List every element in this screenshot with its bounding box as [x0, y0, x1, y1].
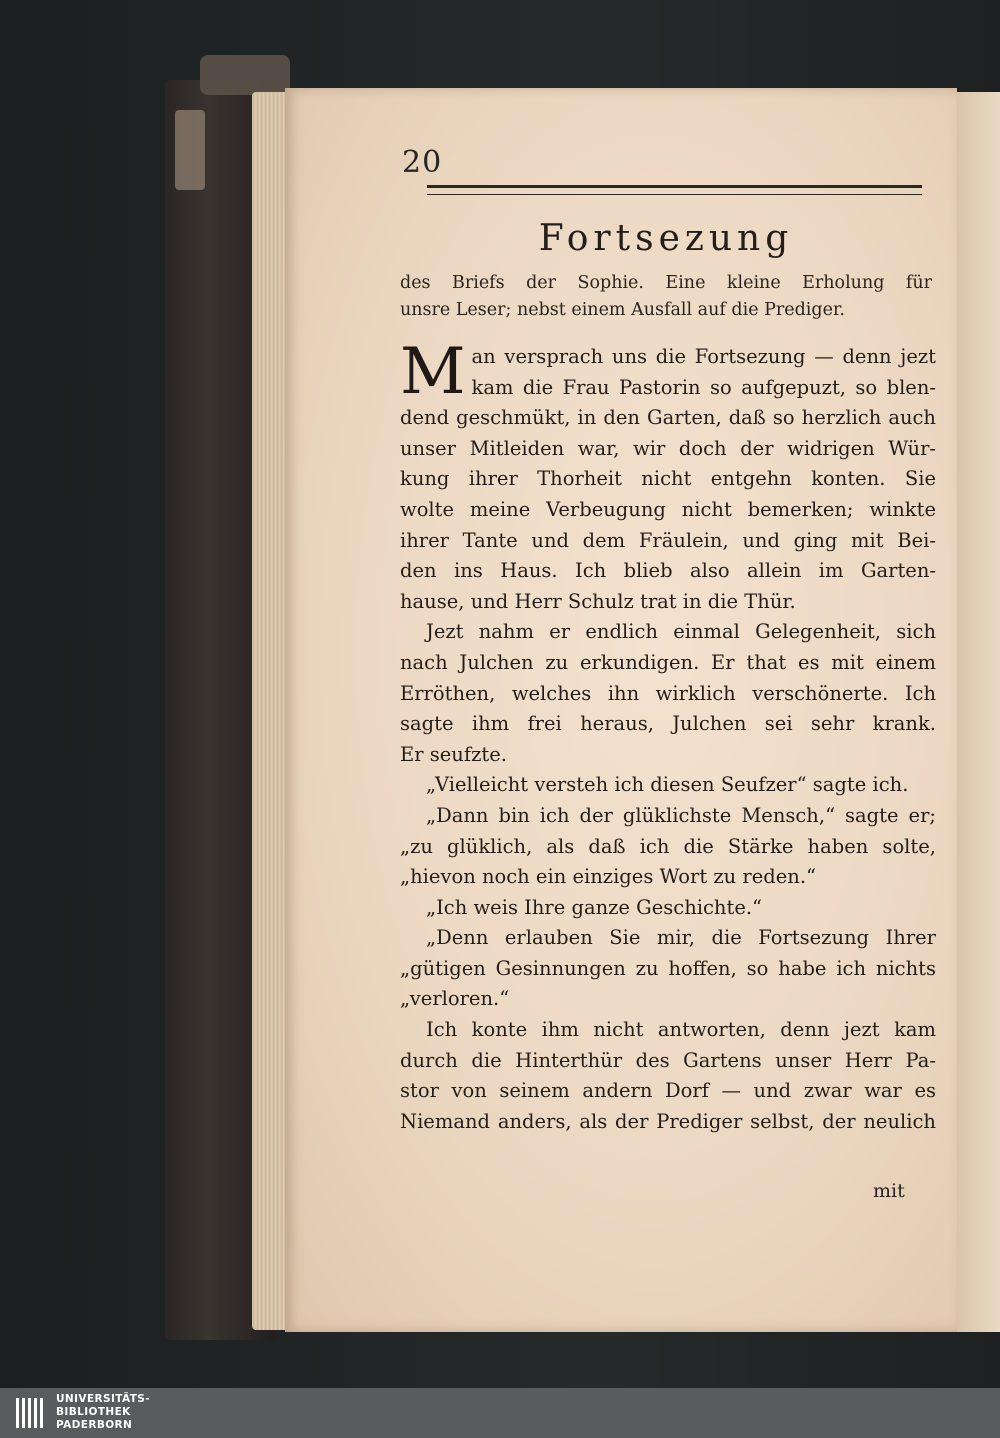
text-line: „Denn erlauben Sie mir, die Fortsezung Ihrer	[426, 926, 936, 950]
facing-page-edge	[957, 92, 1000, 1332]
text-line: kam die Frau Pastorin so aufgepuzt, so blen-	[471, 375, 936, 399]
text-line: stor von seinem andern Dorf — und zwar war es	[400, 1079, 936, 1103]
text-line: dend geschmükt, in den Garten, daß so herzlich auch	[400, 406, 936, 430]
text-line: „Ich weis Ihre ganze Geschichte.“	[426, 895, 763, 919]
summary-line: unsre Leser; nebst einem Ausfall auf die Prediger.	[400, 300, 845, 320]
cover-damage	[200, 55, 290, 95]
text-line: hause, und Herr Schulz trat in die Thür.	[400, 589, 796, 613]
text-line: „verloren.“	[400, 987, 510, 1011]
text-line: Erröthen, welches ihn wirklich verschönerte. Ich	[400, 681, 936, 705]
cover-wear	[175, 110, 205, 190]
text-line: sagte ihm frei heraus, Julchen sei sehr krank.	[400, 712, 936, 736]
library-name	[56, 1393, 150, 1432]
text-line: durch die Hinterthür des Gartens unser Herr Pa-	[400, 1048, 936, 1072]
text-line: „Dann bin ich der glüklichste Mensch,“ sagte er;	[426, 803, 936, 827]
catchword: mit	[873, 1180, 905, 1202]
text-line: „hievon noch ein einziges Wort zu reden.“	[400, 865, 816, 889]
text-line: an versprach uns die Fortsezung — denn jezt	[471, 345, 936, 368]
page-number: 20	[402, 145, 443, 180]
text-line: Jezt nahm er endlich einmal Gelegenheit, sich	[426, 620, 936, 644]
header-rule	[427, 185, 922, 195]
text-line: Niemand anders, als der Prediger selbst, der neulich	[400, 1109, 936, 1133]
text-line: nach Julchen zu erkundigen. Er that es mit einem	[400, 650, 936, 674]
library-name-line: PADERBORN	[56, 1419, 133, 1431]
drop-capital: M	[400, 335, 466, 409]
chapter-summary	[400, 270, 932, 324]
body-text	[400, 335, 936, 1137]
text-line: unser Mitleiden war, wir doch der widrigen Wür-	[400, 436, 936, 460]
text-line: Er seufzte.	[400, 742, 507, 766]
text-line: „Vielleicht versteh ich diesen Seufzer“ sagte ich.	[426, 773, 909, 797]
text-line: ihrer Tante und dem Fräulein, und ging mit Bei-	[400, 528, 936, 552]
text-line: kung ihrer Thorheit nicht entgehn konten. Sie	[400, 467, 936, 491]
library-name-line: UNIVERSITÄTS-	[56, 1393, 151, 1405]
library-name-line: BIBLIOTHEK	[56, 1406, 131, 1418]
text-line: „gütigen Gesinnungen zu hoffen, so habe ich nichts	[400, 956, 936, 980]
summary-line: des Briefs der Sophie. Eine kleine Erholung für	[400, 273, 932, 293]
text-line: wolte meine Verbeugung nicht bemerken; winkte	[400, 497, 936, 521]
chapter-heading: Fortsezung	[538, 218, 794, 259]
text-line: Ich konte ihm nicht antworten, denn jezt kam	[426, 1018, 936, 1042]
text-line: den ins Haus. Ich blieb also allein im Garten-	[400, 559, 936, 583]
library-footer-bar	[0, 1388, 1000, 1438]
text-line: „zu glüklich, als daß ich die Stärke haben solte,	[400, 834, 936, 858]
library-logo-icon	[14, 1394, 48, 1432]
